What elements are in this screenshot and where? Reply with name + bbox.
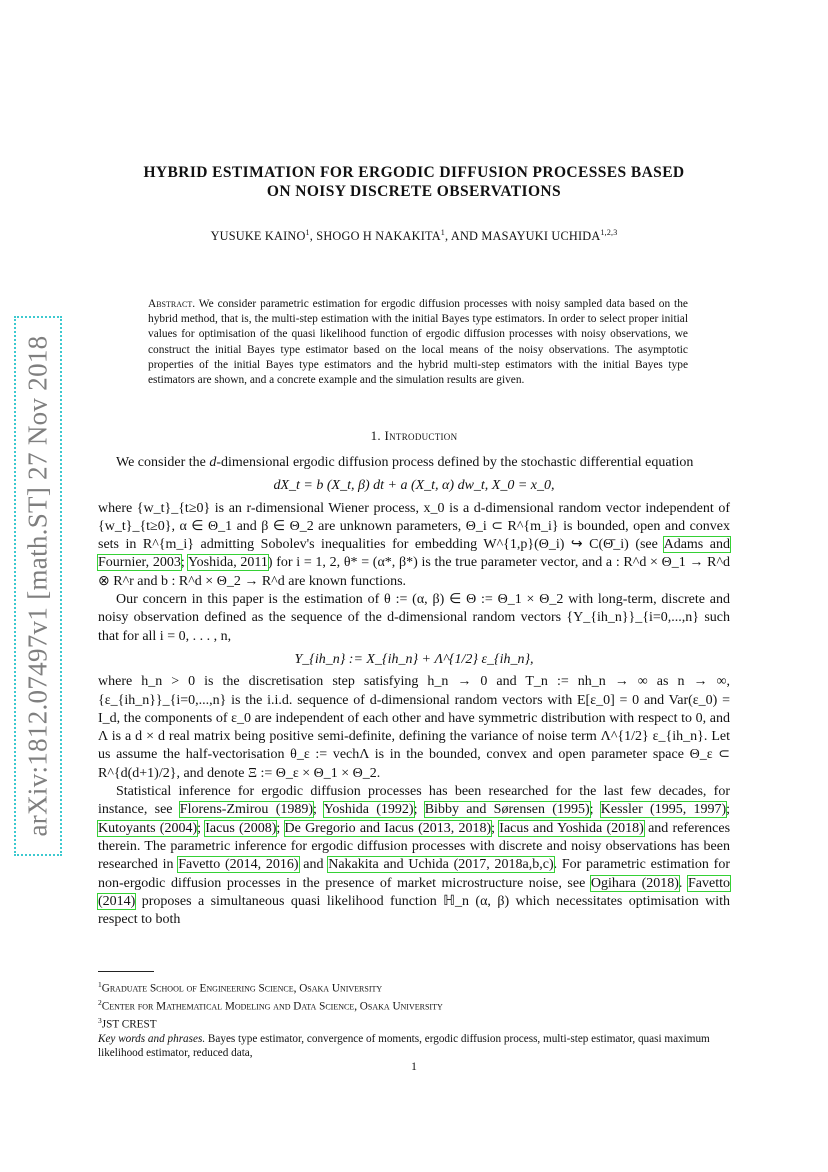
citation-nakakita-uchida-label: Nakakita and Uchida: [328, 857, 449, 873]
citation-iacus-yoshida-label: Iacus and Yoshida: [499, 820, 603, 836]
p3-text: Our concern in this paper is the estimation of θ := (α, β) ∈ Θ := Θ_1 × Θ_2 with long-term, discrete and noisy observation defined as the sequence of the d-dimensional random vectors {Y_{ih_n}}_{i=0,...,n} such that for all i = 0, . . . , n,: [98, 592, 730, 644]
footnote-2-marker: 2: [98, 997, 102, 1007]
citation-yoshida-2011-year: 2011: [240, 555, 268, 571]
p1-text-b: -dimensional ergodic diffusion process defined by the stochastic differential equation: [216, 455, 694, 470]
keywords-label: Key words and phrases.: [98, 1032, 206, 1045]
citation-adams-fournier-year: 2003: [152, 555, 181, 571]
citation-de-gregorio-iacus-label: De Gregorio and Iacus: [284, 820, 414, 836]
citation-iacus-label: Iacus: [205, 820, 235, 836]
title-line-2: ON NOISY DISCRETE OBSERVATIONS: [266, 183, 562, 200]
citation-de-gregorio-iacus-year-1: 2013: [422, 820, 451, 836]
author-nakakita: SHOGO H NAKAKITA: [316, 229, 441, 244]
citation-bibby-sorensen-label: Bibby and Sørensen: [424, 802, 546, 818]
p1-var-d: d: [209, 455, 217, 470]
author-uchida: AND MASAYUKI UCHIDA: [450, 229, 601, 244]
citation-ogihara-year: 2018: [646, 875, 675, 891]
author-uchida-affil: 1,2,3: [600, 228, 618, 237]
abstract-label: Abstract.: [148, 298, 196, 310]
citation-bibby-sorensen-year: 1995: [556, 802, 585, 818]
citation-nakakita-uchida-year-4: c: [542, 857, 549, 873]
footnote-rule: [98, 971, 154, 972]
p5-text-b: and references therein. The parametric inference for ergodic diffusion processes with discrete and noisy observations has been researched in: [98, 820, 731, 873]
citation-favetto-2014-label: Favetto: [688, 875, 731, 891]
arxiv-stamp: [14, 316, 62, 856]
author-nakakita-affil: 1: [440, 228, 445, 237]
citation-bibby-sorensen[interactable]: Bibby and Sørensen (1995): [424, 802, 590, 818]
paragraph-2: where {w_t}_{t≥0} is an r-dimensional Wiener process, x_0 is a d-dimensional random vector independent of {w_t}_{t≥0}, α ∈ Θ_1 and β ∈ Θ_2 are unknown parameters, Θ_i ⊂ R^{m_i} is bounded, open and convex sets in R^{m_i} admitting Sobolev's inequalities for embedding W^{1,p}(Θ_i) ↪ C(Θ̄_i) (see Adams and Fournier, 2003; Yoshida, 2011) for i = 1, 2, θ* = (α*, β*) is the true parameter vector, and a : R^d × Θ_1 → R^d ⊗ R^r and b : R^d × Θ_2 → R^d are known functions.: [98, 500, 731, 589]
author-kaino-affil: 1: [305, 228, 310, 237]
author-kaino: YUSUKE KAINO: [210, 229, 306, 244]
p2-text-b: ) for i = 1, 2, θ* = (α*, β*) is the true parameter vector, and a : R^d × Θ_1 → R^d ⊗ R^r and b : R^d × Θ_2 → R^d are known functions.: [98, 555, 731, 589]
citation-kutoyants[interactable]: Kutoyants (2004): [98, 820, 198, 836]
footnotes: [98, 978, 730, 1060]
citation-kessler[interactable]: Kessler (1995, 1997): [600, 802, 727, 818]
abstract-text: We consider parametric estimation for ergodic diffusion processes with noisy sampled data based on the hybrid method, that is, the multi-step estimation with the initial Bayes type estimators. In order to select proper initial values for optimisation of the quasi likelihood function of ergodic diffusion processes with noisy observations, we construct the initial Bayes type estimator based on the local means of the noisy observations. The asymptotic properties of the initial Bayes type estimators and the hybrid multi-step estimators with the initial Bayes type estimators are shown, and a concrete example and the simulation results are given.: [148, 298, 688, 387]
citation-florens-zmirou-label: Florens-Zmirou: [179, 802, 269, 818]
citation-yoshida-1992[interactable]: Yoshida (1992): [323, 802, 414, 818]
author-list: YUSUKE KAINO$^1$, SHOGO H NAKAKITA$^1$, AND MASAYUKI UCHIDA$^{1,2,3}$: [210, 228, 618, 244]
citation-ogihara[interactable]: Ogihara (2018): [590, 875, 679, 891]
footnote-1-text: Graduate School of Engineering Science, Osaka University: [101, 982, 383, 995]
paragraph-3: [98, 591, 730, 646]
citation-kessler-year-2: 1997: [693, 802, 722, 818]
citation-de-gregorio-iacus-year-2: 2018: [458, 820, 487, 836]
equation-observation: Y_{ih_n} := X_{ih_n} + Λ^{1/2} ε_{ih_n},: [294, 651, 534, 667]
citation-kessler-year-1: 1995: [654, 802, 683, 818]
equation-sde: dX_t = b (X_t, β) dt + a (X_t, α) dw_t, X_0 = x_0,: [273, 478, 555, 494]
keywords-text: Bayes type estimator, convergence of moments, ergodic diffusion process, multi-step estimator, quasi maximum likelihood estimator, reduced data,: [98, 1032, 710, 1060]
section-number: 1.: [370, 428, 381, 443]
citation-favetto[interactable]: Favetto (2014, 2016): [178, 857, 299, 873]
p5-text-a: Statistical inference for ergodic diffusion processes has been researched for the last few decades, for instance, see: [98, 784, 730, 818]
citation-favetto-year-1: 2014: [229, 857, 258, 873]
paper-title: [100, 163, 728, 201]
paragraph-5: Statistical inference for ergodic diffusion processes has been researched for the last few decades, for instance, see Florens-Zmirou (1989); Yoshida (1992); Bibby and Sørensen (1995); Kessler (1995, 1997); Kutoyants (2004); Iacus (2008); De Gregorio and Iacus (2013, 2018); Iacus and Yoshida (2018) and references therein. The parametric inference for ergodic diffusion processes with discrete and noisy observations has been researched in Favetto (2014, 2016) and Nakakita and Uchida (2017, 2018a,b,c). For parametric estimation for non-ergodic diffusion processes in the presence of market microstructure noise, see Ogihara (2018). Favetto (2014) proposes a simultaneous quasi likelihood function ℍ_n (α, β) which necessitates optimisation with respect to both: [98, 784, 731, 928]
citation-nakakita-uchida-year-1: 2017: [458, 857, 487, 873]
section-title: Introduction: [384, 428, 458, 443]
citation-iacus[interactable]: Iacus (2008): [205, 820, 277, 836]
footnote-3: [98, 1014, 730, 1032]
p2-text-a: where {w_t}_{t≥0} is an r-dimensional Wiener process, x_0 is a d-dimensional random vector independent of {w_t}_{t≥0}, α ∈ Θ_1 and β ∈ Θ_2 are unknown parameters, Θ_i ⊂ R^{m_i} is bounded, open and convex sets in R^{m_i} admitting Sobolev's inequalities for embedding W^{1,p}(Θ_i) ↪ C(Θ̄_i) (see: [98, 500, 730, 553]
citation-adams-fournier[interactable]: Adams and Fournier, 2003: [98, 537, 730, 571]
citation-favetto-label: Favetto: [178, 857, 221, 873]
title-line-1: HYBRID ESTIMATION FOR ERGODIC DIFFUSION PROCESSES BASED: [143, 164, 685, 181]
p1-text-a: We consider the: [116, 455, 206, 470]
citation-yoshida-1992-label: Yoshida: [323, 802, 369, 818]
abstract: [148, 297, 688, 388]
footnote-1-marker: 1: [98, 980, 102, 989]
citation-iacus-yoshida[interactable]: Iacus and Yoshida (2018): [499, 820, 644, 836]
paragraph-1: [98, 454, 730, 472]
citation-yoshida-1992-year: 1992: [380, 802, 409, 818]
citation-adams-fournier-label: Adams and Fournier: [98, 537, 730, 571]
citation-kessler-label: Kessler: [600, 802, 643, 818]
citation-yoshida-2011[interactable]: Yoshida, 2011: [187, 555, 268, 571]
p5-text-c: For parametric estimation for non-ergodic diffusion processes in the presence of market microstructure noise, see: [98, 857, 730, 891]
citation-nakakita-uchida-year-3: b: [532, 857, 540, 873]
citation-yoshida-2011-label: Yoshida: [187, 555, 234, 571]
citation-kutoyants-year: 2004: [164, 820, 193, 836]
p4-text: where h_n > 0 is the discretisation step satisfying h_n → 0 and T_n := nh_n → ∞ as n → ∞, {ε_{ih_n}}_{i=0,...,n} is the i.i.d. sequence of d-dimensional random vectors with E[ε_0] = 0 and Var(ε_0) = I_d, the components of ε_0 are independent of each other and have symmetric distribution with respect to 0, and Λ is a d × d real matrix being positive semi-definite, defining the variance of noise term Λ^{1/2} ε_{ih_n}. Let us assume the half-vectorisation θ_ε := vechΛ is in the bounded, convex and open parameter space Θ_ε ⊂ R^{d(d+1)/2}, and denote Ξ := Θ_ε × Θ_1 × Θ_2.: [98, 674, 730, 781]
citation-kutoyants-label: Kutoyants: [98, 820, 156, 836]
citation-nakakita-uchida-year-2: 2018a: [494, 857, 529, 873]
footnote-1: [98, 978, 730, 996]
page-number: 1: [411, 1061, 417, 1073]
paragraph-4: [98, 673, 730, 783]
citation-iacus-year: 2008: [243, 820, 272, 836]
citation-ogihara-label: Ogihara: [590, 875, 636, 891]
footnote-3-marker: 3: [98, 1015, 102, 1025]
section-heading: [100, 428, 728, 444]
citation-florens-zmirou-year: 1989: [280, 802, 309, 818]
citation-favetto-2014-year: 2014: [102, 893, 131, 909]
citation-favetto-2014[interactable]: Favetto (2014): [98, 875, 731, 909]
citation-de-gregorio-iacus[interactable]: De Gregorio and Iacus (2013, 2018): [284, 820, 492, 836]
p5-text-d: proposes a simultaneous quasi likelihood function ℍ_n (α, β) which necessitates optimisation with respect to both: [98, 893, 730, 928]
footnote-3-text: JST CREST: [101, 1018, 157, 1031]
body-text: [98, 454, 730, 929]
citation-florens-zmirou[interactable]: Florens-Zmirou (1989): [179, 802, 314, 818]
keywords: [98, 1032, 730, 1060]
citation-favetto-year-2: 2016: [265, 857, 294, 873]
citation-nakakita-uchida[interactable]: Nakakita and Uchida (2017, 2018a,b,c): [328, 857, 554, 873]
footnote-2: [98, 996, 730, 1014]
footnote-2-text: Center for Mathematical Modeling and Data Science, Osaka University: [101, 1000, 443, 1013]
citation-iacus-yoshida-year: 2018: [611, 820, 640, 836]
arxiv-stamp-text: arXiv:1812.07497v1 [math.ST] 27 Nov 2018: [22, 335, 53, 837]
